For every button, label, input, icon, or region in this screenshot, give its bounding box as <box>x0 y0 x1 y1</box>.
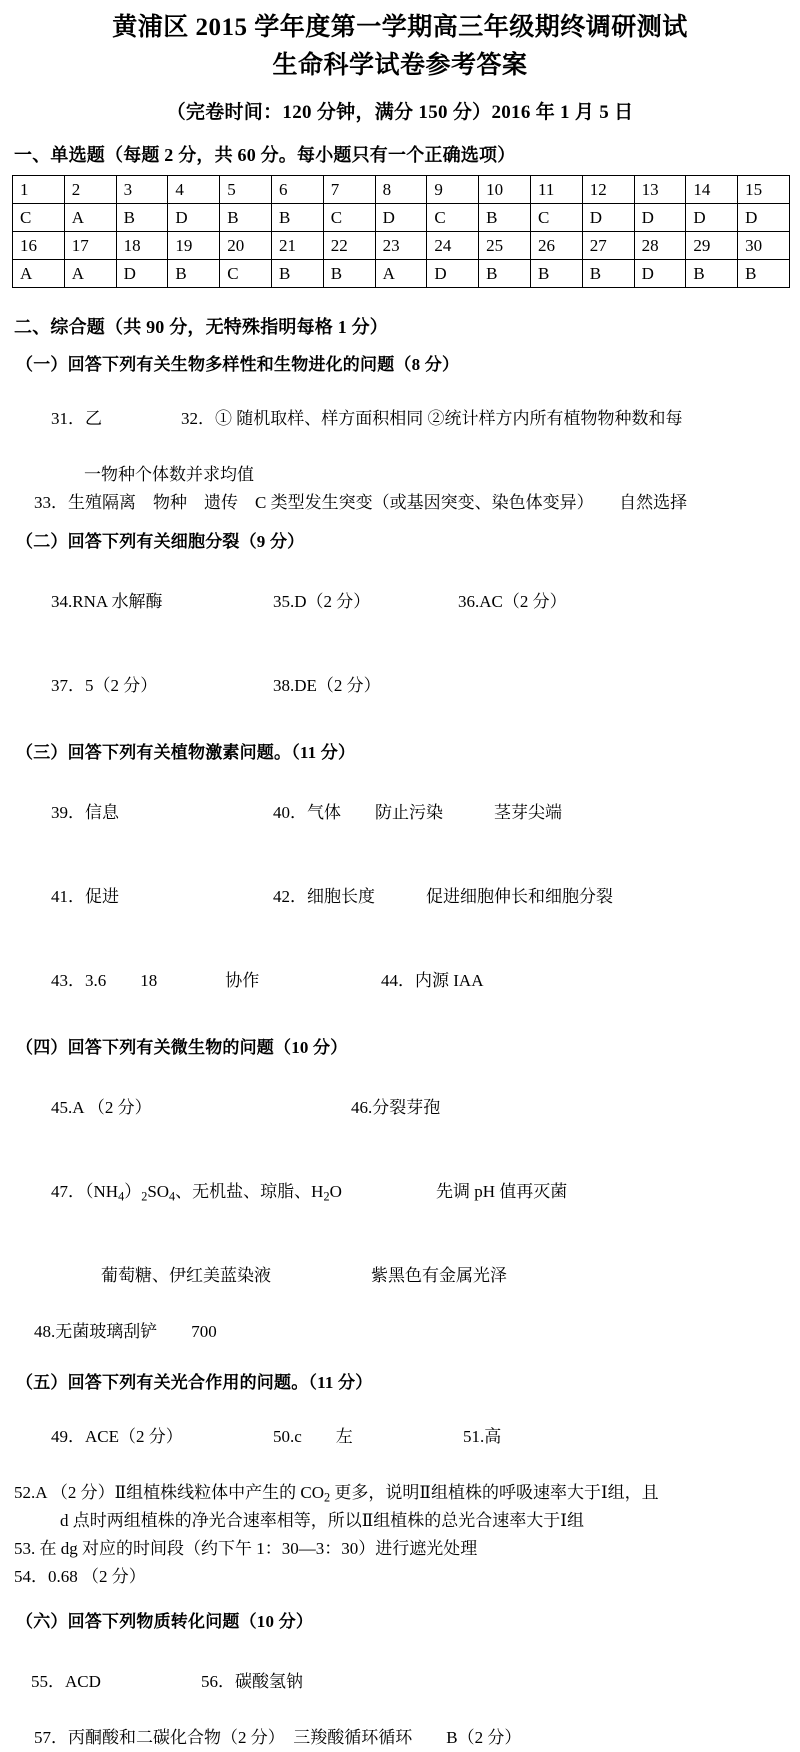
formula-subscript: 4 <box>169 1189 176 1204</box>
answer-cell: D <box>582 204 634 232</box>
answer-cell: D <box>427 260 479 288</box>
answer-item-51: 51.高 <box>463 1427 502 1446</box>
answer-cell: B <box>323 260 375 288</box>
answer-cell: C <box>13 204 65 232</box>
section-one-heading: 一、单选题（每题 2 分，共 60 分。每小题只有一个正确选项） <box>14 145 516 165</box>
answer-cell: B <box>168 260 220 288</box>
answer-item-32: 32．① 随机取样、样方面积相同 ②统计样方内所有植物物种数和每 <box>181 409 683 428</box>
question-number-cell: 8 <box>375 176 427 204</box>
answer-cell: C <box>427 204 479 232</box>
formula-tail: 、无机盐、琼脂、H <box>175 1182 324 1201</box>
part-three-heading: （三）回答下列有关植物激素问题。（11 分） <box>16 743 356 762</box>
answer-item-37: 37．5（2 分） <box>51 676 158 695</box>
formula-prefix: 47．（NH <box>51 1182 119 1201</box>
answer-cell: C <box>220 260 272 288</box>
answer-line-47-continuation <box>84 1234 800 1318</box>
answer-line-53: 53. 在 dg 对应的时间段（约下午 1：30—3：30）进行遮光处理 <box>14 1539 478 1558</box>
answer-cell: C <box>323 204 375 232</box>
document-title-line-2: 生命科学试卷参考答案 <box>272 52 528 79</box>
question-number-cell: 18 <box>116 232 168 260</box>
answer-cell: B <box>271 204 323 232</box>
answer-item-45: 45.A （2 分） <box>51 1098 152 1117</box>
part-two-heading: （二）回答下列有关细胞分裂（9 分） <box>16 532 305 551</box>
question-number-cell: 6 <box>271 176 323 204</box>
answer-cell: B <box>479 260 531 288</box>
answer-cell: D <box>738 204 790 232</box>
answer-line-55-56 <box>14 1640 800 1724</box>
answer-item-56: 56．碳酸氢钠 <box>201 1672 303 1691</box>
answer-line-52-continuation: d 点时两组植株的净光合速率相等，所以Ⅱ组植株的总光合速率大于Ⅰ组 <box>60 1511 585 1530</box>
answer-line-52 <box>14 1479 800 1507</box>
part-one-heading: （一）回答下列有关生物多样性和生物进化的问题（8 分） <box>16 355 460 374</box>
answer-line-48: 48.无菌玻璃刮铲 700 <box>34 1322 217 1341</box>
answer-item-46: 46.分裂芽孢 <box>351 1098 441 1117</box>
answer-cell: B <box>271 260 323 288</box>
question-number-cell: 13 <box>634 176 686 204</box>
question-number-cell: 28 <box>634 232 686 260</box>
answer-line-57: 57．丙酮酸和二碳化合物（2 分） 三羧酸循环循环 B（2 分） <box>34 1728 522 1747</box>
part-six-heading: （六）回答下列物质转化问题（10 分） <box>16 1612 314 1631</box>
section-two-heading: 二、综合题（共 90 分，无特殊指明每格 1 分） <box>14 317 388 337</box>
answer-item-44: 44．内源 IAA <box>381 971 484 990</box>
answer-item-34: 34.RNA 水解酶 <box>51 592 163 611</box>
formula-subscript: 2 <box>324 1490 331 1505</box>
document-title-line-1: 黄浦区 2015 学年度第一学期高三年级期终调研测试 <box>112 14 688 41</box>
answer-line-31-32 <box>34 377 800 461</box>
question-number-cell: 24 <box>427 232 479 260</box>
question-number-cell: 11 <box>530 176 582 204</box>
question-number-cell: 17 <box>64 232 116 260</box>
question-number-cell: 21 <box>271 232 323 260</box>
answer-cell: B <box>582 260 634 288</box>
answer-line-34-36 <box>34 560 800 644</box>
answer-cell: B <box>479 204 531 232</box>
table-row <box>13 204 790 232</box>
answer-item-43: 43．3.6 18 协作 <box>51 971 260 990</box>
question-number-cell: 30 <box>738 232 790 260</box>
spacer <box>0 1591 800 1597</box>
question-number-cell: 16 <box>13 232 65 260</box>
table-row <box>13 232 790 260</box>
formula-subscript: 2 <box>141 1189 148 1204</box>
answer-item-31: 31．乙 <box>51 409 102 428</box>
answer-cell: B <box>738 260 790 288</box>
question-number-cell: 15 <box>738 176 790 204</box>
answer-item-41: 41．促进 <box>51 887 119 906</box>
answer-cell: D <box>168 204 220 232</box>
answer-item-39: 39．信息 <box>51 803 119 822</box>
answer-item-47-ph: 先调 pH 值再灭菌 <box>436 1182 568 1201</box>
question-number-cell: 12 <box>582 176 634 204</box>
answer-line-43-44 <box>34 939 800 1023</box>
answer-cell: D <box>634 260 686 288</box>
answer-line-49-51 <box>34 1395 800 1479</box>
question-number-cell: 26 <box>530 232 582 260</box>
question-number-cell: 29 <box>686 232 738 260</box>
question-number-cell: 2 <box>64 176 116 204</box>
answer-cell: D <box>116 260 168 288</box>
question-number-cell: 20 <box>220 232 272 260</box>
answer-line-45-46 <box>34 1066 800 1150</box>
formula-so: SO <box>147 1182 170 1201</box>
question-number-cell: 7 <box>323 176 375 204</box>
multiple-choice-answer-table <box>12 175 790 288</box>
answer-item-55: 55．ACD <box>31 1672 101 1691</box>
formula-end: O <box>329 1182 342 1201</box>
question-number-cell: 1 <box>13 176 65 204</box>
document-subtitle: （完卷时间：120 分钟，满分 150 分）2016 年 1 月 5 日 <box>166 102 634 123</box>
answer-line-33: 33．生殖隔离 物种 遗传 C 类型发生突变（或基因突变、染色体变异） 自然选择 <box>34 493 688 512</box>
answer-line-47 <box>34 1150 800 1234</box>
answer-item-50: 50.c 左 <box>273 1427 353 1446</box>
answer-item-35: 35.D（2 分） <box>273 592 371 611</box>
answer-cell: A <box>64 204 116 232</box>
table-row <box>13 176 790 204</box>
question-number-cell: 27 <box>582 232 634 260</box>
answer-cell: B <box>530 260 582 288</box>
answer-cell: D <box>375 204 427 232</box>
answer-cell: A <box>375 260 427 288</box>
answer-line-39-40 <box>34 771 800 855</box>
question-number-cell: 3 <box>116 176 168 204</box>
answer-cell: D <box>686 204 738 232</box>
part-five-heading: （五）回答下列有关光合作用的问题。（11 分） <box>16 1373 373 1392</box>
answer-item-38: 38.DE（2 分） <box>273 676 381 695</box>
answer-cell: B <box>686 260 738 288</box>
answer-cell: C <box>530 204 582 232</box>
answer-cell: B <box>116 204 168 232</box>
question-number-cell: 10 <box>479 176 531 204</box>
answer-cell: A <box>13 260 65 288</box>
answer-item-36: 36.AC（2 分） <box>458 592 567 611</box>
answer-line-54: 54．0.68 （2 分） <box>14 1567 146 1586</box>
answer-item-47-sheen: 紫黑色有金属光泽 <box>371 1266 507 1285</box>
answer-item-49: 49．ACE（2 分） <box>51 1427 183 1446</box>
spacer <box>0 288 800 300</box>
answer-item-40: 40．气体 防止污染 茎芽尖端 <box>273 803 562 822</box>
table-row <box>13 260 790 288</box>
question-number-cell: 14 <box>686 176 738 204</box>
answer-item-47-media <box>51 1178 436 1206</box>
part-four-heading: （四）回答下列有关微生物的问题（10 分） <box>16 1038 348 1057</box>
answer-cell: D <box>634 204 686 232</box>
answer-item-42: 42．细胞长度 促进细胞伸长和细胞分裂 <box>273 887 613 906</box>
question-number-cell: 19 <box>168 232 220 260</box>
answer-cell: B <box>220 204 272 232</box>
question-number-cell: 23 <box>375 232 427 260</box>
answer-item-47-glucose: 葡萄糖、伊红美蓝染液 <box>101 1266 271 1285</box>
answer-line-37-38 <box>34 644 800 728</box>
question-number-cell: 22 <box>323 232 375 260</box>
answer-item-52-pre: 52.A （2 分）Ⅱ组植株线粒体中产生的 CO <box>14 1483 325 1502</box>
question-number-cell: 4 <box>168 176 220 204</box>
question-number-cell: 5 <box>220 176 272 204</box>
answer-cell: A <box>64 260 116 288</box>
answer-item-52-post: 更多，说明Ⅱ组植株的呼吸速率大于Ⅰ组，且 <box>330 1483 659 1502</box>
spacer <box>0 1346 800 1358</box>
answer-line-41-42 <box>34 855 800 939</box>
question-number-cell: 25 <box>479 232 531 260</box>
formula-paren: ） <box>124 1182 142 1201</box>
answer-line-32-continuation: 一物种个体数并求均值 <box>84 465 254 484</box>
formula-subscript: 4 <box>118 1189 125 1204</box>
question-number-cell: 9 <box>427 176 479 204</box>
formula-subscript: 2 <box>323 1189 330 1204</box>
